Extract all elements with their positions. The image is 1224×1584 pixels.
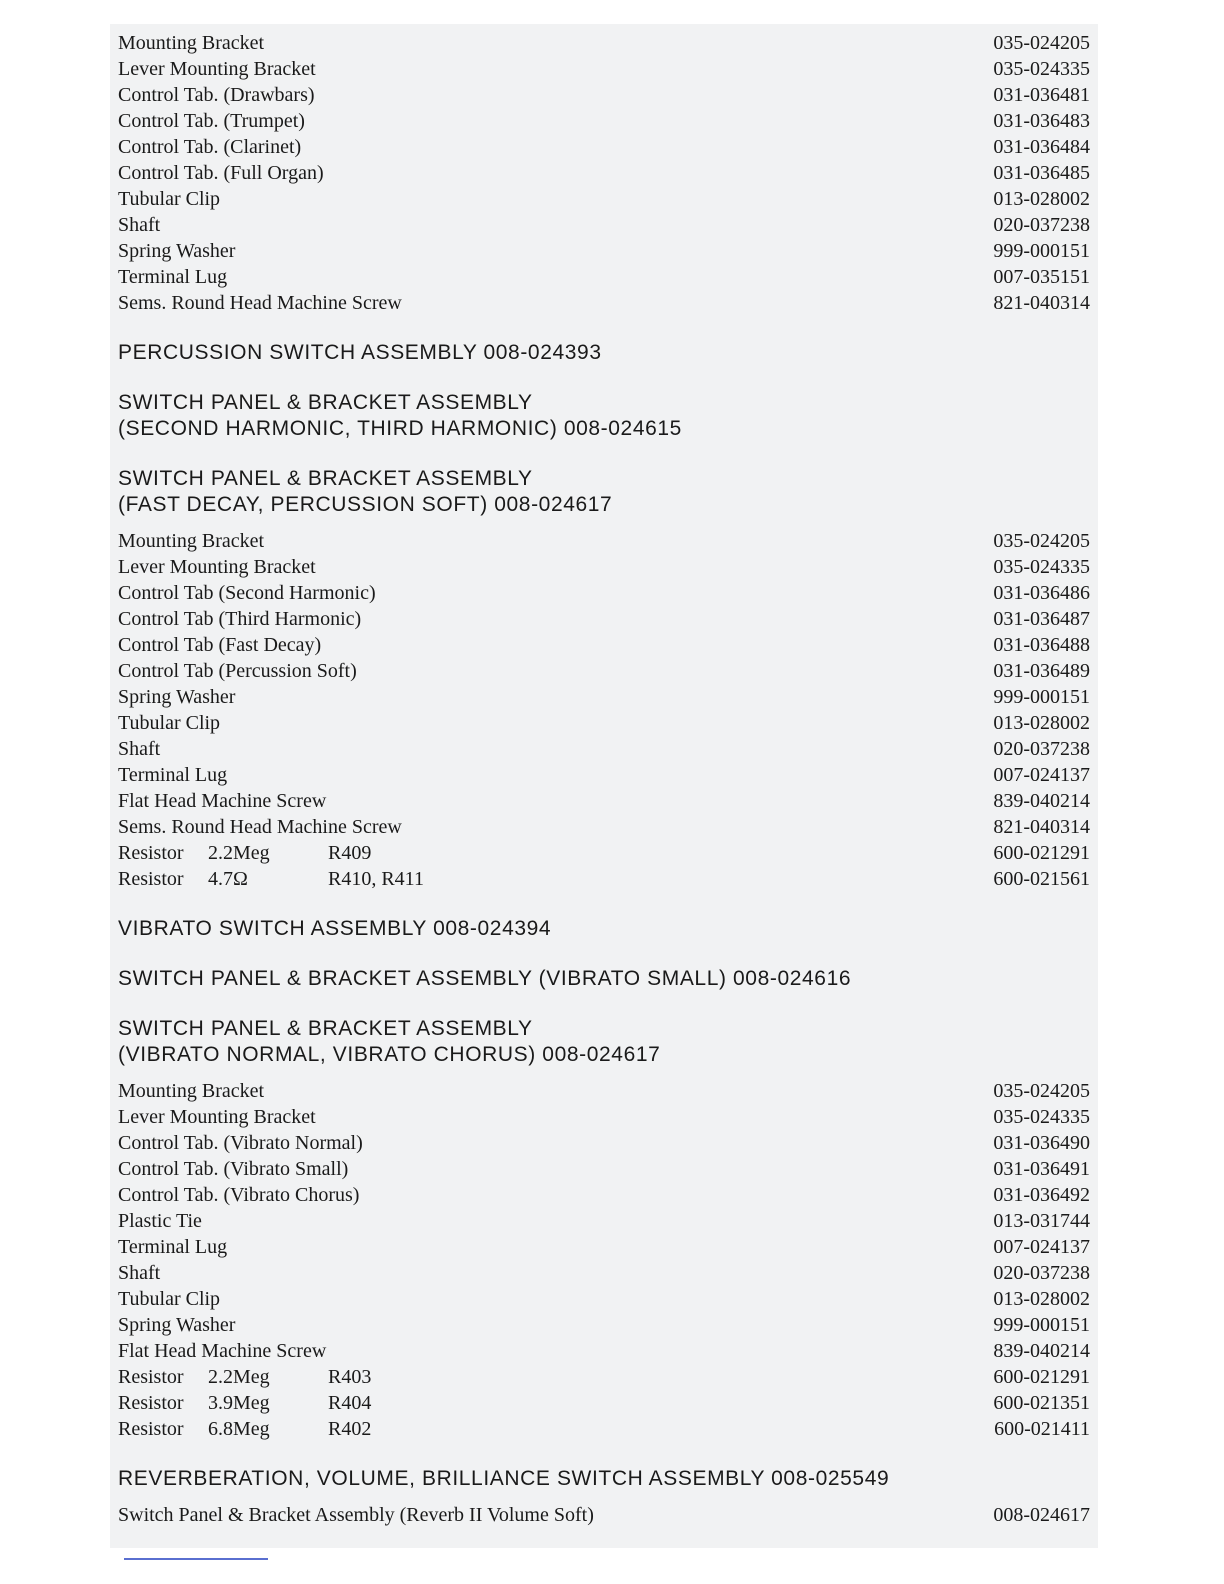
assembly-heading-line: REVERBERATION, VOLUME, BRILLIANCE SWITCH ASSEMBLY 008-025549 [118, 1467, 890, 1490]
part-number: 821-040314 [993, 816, 1090, 838]
parts-section [118, 1016, 1090, 1442]
part-number: 031-036491 [993, 1158, 1090, 1180]
part-row [118, 814, 1090, 840]
parts-section [118, 1466, 1090, 1528]
part-row [118, 528, 1090, 554]
part-number: 031-036489 [993, 660, 1090, 682]
parts-section [118, 466, 1090, 892]
part-description [118, 866, 424, 892]
part-row [118, 290, 1090, 316]
part-row [118, 1416, 1090, 1442]
parts-section [118, 916, 1090, 942]
part-description [118, 814, 402, 840]
part-number: 007-024137 [993, 1236, 1090, 1258]
part-number: 020-037238 [993, 214, 1090, 236]
part-number: 035-024335 [993, 58, 1090, 80]
part-description [118, 1338, 326, 1364]
part-description [118, 554, 316, 580]
part-row [118, 762, 1090, 788]
part-description [118, 736, 160, 762]
part-row [118, 684, 1090, 710]
part-description [118, 160, 324, 186]
part-description [118, 658, 357, 684]
part-row [118, 30, 1090, 56]
part-name: Lever Mounting Bracket [118, 556, 316, 578]
part-row [118, 1156, 1090, 1182]
part-row [118, 1078, 1090, 1104]
part-number: 600-021561 [993, 868, 1090, 890]
part-name: Control Tab. (Drawbars) [118, 84, 315, 106]
part-description [118, 606, 361, 632]
assembly-heading-line: SWITCH PANEL & BRACKET ASSEMBLY [118, 1017, 533, 1040]
assembly-heading [118, 1466, 1090, 1492]
part-value: 4.7Ω [208, 868, 248, 890]
part-name: Resistor [118, 1392, 184, 1414]
part-number: 031-036492 [993, 1184, 1090, 1206]
part-row [118, 1286, 1090, 1312]
part-number: 031-036487 [993, 608, 1090, 630]
part-name: Spring Washer [118, 240, 236, 262]
parts-section [118, 966, 1090, 992]
part-row [118, 134, 1090, 160]
part-number: 999-000151 [993, 240, 1090, 262]
part-row [118, 212, 1090, 238]
part-number: 839-040214 [993, 790, 1090, 812]
part-row [118, 1234, 1090, 1260]
part-name: Resistor [118, 842, 184, 864]
part-description [118, 134, 301, 160]
part-name: Spring Washer [118, 686, 236, 708]
part-number: 035-024205 [993, 1080, 1090, 1102]
part-row [118, 736, 1090, 762]
part-number: 031-036481 [993, 84, 1090, 106]
part-description [118, 1130, 363, 1156]
part-row [118, 160, 1090, 186]
footer-rule [124, 1558, 268, 1560]
part-description [118, 56, 316, 82]
parts-list [118, 30, 1090, 1528]
part-name: Plastic Tie [118, 1210, 202, 1232]
part-name: Sems. Round Head Machine Screw [118, 816, 402, 838]
part-description [118, 264, 227, 290]
part-name: Resistor [118, 1366, 184, 1388]
parts-section [118, 390, 1090, 442]
part-row [118, 710, 1090, 736]
assembly-heading-line: PERCUSSION SWITCH ASSEMBLY 008-024393 [118, 341, 602, 364]
part-row [118, 554, 1090, 580]
part-reference: R403 [328, 1366, 372, 1388]
part-description [118, 528, 264, 554]
assembly-heading [118, 966, 1090, 992]
part-name: Control Tab. (Full Organ) [118, 162, 324, 184]
part-name: Control Tab. (Clarinet) [118, 136, 302, 158]
part-row [118, 1338, 1090, 1364]
part-description [118, 108, 305, 134]
assembly-heading [118, 390, 1090, 442]
part-description [118, 1390, 371, 1416]
part-row [118, 1390, 1090, 1416]
part-description [118, 212, 160, 238]
part-row [118, 1260, 1090, 1286]
part-row [118, 632, 1090, 658]
part-reference: R409 [328, 842, 372, 864]
part-row [118, 1502, 1090, 1528]
part-description [118, 1364, 371, 1390]
part-name: Control Tab (Second Harmonic) [118, 582, 376, 604]
part-number: 031-036484 [993, 136, 1090, 158]
part-row [118, 1130, 1090, 1156]
part-description [118, 710, 220, 736]
part-name: Tubular Clip [118, 188, 221, 210]
parts-list-page [110, 24, 1098, 1548]
part-name: Terminal Lug [118, 266, 228, 288]
part-row [118, 840, 1090, 866]
part-description [118, 1312, 235, 1338]
part-row [118, 186, 1090, 212]
part-row [118, 1208, 1090, 1234]
part-name: Mounting Bracket [118, 530, 265, 552]
part-name: Terminal Lug [118, 1236, 228, 1258]
assembly-heading-line: SWITCH PANEL & BRACKET ASSEMBLY [118, 467, 533, 490]
part-name: Sems. Round Head Machine Screw [118, 292, 402, 314]
parts-section [118, 340, 1090, 366]
part-number: 031-036485 [993, 162, 1090, 184]
part-number: 035-024335 [993, 556, 1090, 578]
parts-section [118, 30, 1090, 316]
part-number: 600-021351 [993, 1392, 1090, 1414]
part-description [118, 1078, 264, 1104]
assembly-heading-line: SWITCH PANEL & BRACKET ASSEMBLY (VIBRATO SMALL) 008-024616 [118, 967, 852, 990]
part-description [118, 684, 235, 710]
part-number: 999-000151 [993, 686, 1090, 708]
part-row [118, 788, 1090, 814]
part-number: 013-028002 [993, 188, 1090, 210]
part-row [118, 264, 1090, 290]
part-name: Switch Panel & Bracket Assembly (Reverb II Volume Soft) [118, 1504, 594, 1526]
part-name: Shaft [118, 214, 161, 236]
part-name: Resistor [118, 868, 184, 890]
part-number: 600-021411 [994, 1418, 1090, 1440]
part-name: Terminal Lug [118, 764, 228, 786]
assembly-heading-line: (VIBRATO NORMAL, VIBRATO CHORUS) 008-024617 [118, 1043, 661, 1066]
part-row [118, 56, 1090, 82]
part-number: 031-036483 [993, 110, 1090, 132]
part-value: 6.8Meg [208, 1418, 270, 1440]
part-row [118, 238, 1090, 264]
part-number: 013-031744 [993, 1210, 1090, 1232]
part-row [118, 658, 1090, 684]
part-description [118, 1156, 348, 1182]
part-number: 031-036488 [993, 634, 1090, 656]
assembly-heading-line: VIBRATO SWITCH ASSEMBLY 008-024394 [118, 917, 552, 940]
part-description [118, 238, 235, 264]
part-row [118, 866, 1090, 892]
part-description [118, 762, 227, 788]
assembly-heading [118, 1016, 1090, 1068]
part-reference: R402 [328, 1418, 372, 1440]
part-name: Control Tab. (Vibrato Normal) [118, 1132, 363, 1154]
part-number: 031-036490 [993, 1132, 1090, 1154]
part-row [118, 580, 1090, 606]
part-name: Control Tab (Fast Decay) [118, 634, 322, 656]
part-name: Mounting Bracket [118, 32, 265, 54]
part-description [118, 186, 220, 212]
part-description [118, 290, 402, 316]
part-value: 3.9Meg [208, 1392, 270, 1414]
part-name: Control Tab. (Trumpet) [118, 110, 305, 132]
part-name: Lever Mounting Bracket [118, 1106, 316, 1128]
part-name: Lever Mounting Bracket [118, 58, 316, 80]
assembly-heading-line: SWITCH PANEL & BRACKET ASSEMBLY [118, 391, 533, 414]
part-description [118, 82, 315, 108]
part-name: Flat Head Machine Screw [118, 790, 327, 812]
part-description [118, 580, 376, 606]
part-number: 013-028002 [993, 712, 1090, 734]
part-number: 020-037238 [993, 738, 1090, 760]
part-name: Flat Head Machine Screw [118, 1340, 327, 1362]
part-row [118, 1364, 1090, 1390]
part-name: Control Tab (Third Harmonic) [118, 608, 362, 630]
part-description [118, 1416, 371, 1442]
part-description [118, 840, 371, 866]
part-description [118, 788, 326, 814]
assembly-heading-line: (SECOND HARMONIC, THIRD HARMONIC) 008-024615 [118, 417, 682, 440]
part-name: Resistor [118, 1418, 184, 1440]
part-number: 031-036486 [993, 582, 1090, 604]
part-name: Tubular Clip [118, 712, 221, 734]
part-row [118, 108, 1090, 134]
part-number: 007-024137 [993, 764, 1090, 786]
part-number: 008-024617 [993, 1504, 1090, 1526]
assembly-heading [118, 340, 1090, 366]
assembly-heading-line: (FAST DECAY, PERCUSSION SOFT) 008-024617 [118, 493, 613, 516]
part-reference: R404 [328, 1392, 372, 1414]
part-number: 020-037238 [993, 1262, 1090, 1284]
part-row [118, 1182, 1090, 1208]
part-reference: R410, R411 [328, 868, 424, 890]
part-row [118, 1104, 1090, 1130]
part-number: 035-024205 [993, 530, 1090, 552]
assembly-heading [118, 466, 1090, 518]
part-name: Spring Washer [118, 1314, 236, 1336]
part-number: 600-021291 [993, 842, 1090, 864]
part-description [118, 1234, 227, 1260]
part-name: Mounting Bracket [118, 1080, 265, 1102]
part-name: Tubular Clip [118, 1288, 221, 1310]
part-name: Shaft [118, 1262, 161, 1284]
part-value: 2.2Meg [208, 842, 270, 864]
part-number: 821-040314 [993, 292, 1090, 314]
part-number: 999-000151 [993, 1314, 1090, 1336]
part-name: Control Tab. (Vibrato Small) [118, 1158, 349, 1180]
part-description [118, 1286, 220, 1312]
part-name: Control Tab (Percussion Soft) [118, 660, 357, 682]
part-number: 035-024335 [993, 1106, 1090, 1128]
part-description [118, 1182, 359, 1208]
part-row [118, 1312, 1090, 1338]
part-number: 007-035151 [993, 266, 1090, 288]
part-description [118, 632, 321, 658]
part-number: 013-028002 [993, 1288, 1090, 1310]
part-name: Shaft [118, 738, 161, 760]
part-description [118, 1502, 594, 1528]
part-name: Control Tab. (Vibrato Chorus) [118, 1184, 360, 1206]
part-value: 2.2Meg [208, 1366, 270, 1388]
part-description [118, 1104, 316, 1130]
part-description [118, 1208, 202, 1234]
part-description [118, 1260, 160, 1286]
part-number: 035-024205 [993, 32, 1090, 54]
part-number: 839-040214 [993, 1340, 1090, 1362]
assembly-heading [118, 916, 1090, 942]
part-row [118, 606, 1090, 632]
part-row [118, 82, 1090, 108]
part-description [118, 30, 264, 56]
part-number: 600-021291 [993, 1366, 1090, 1388]
